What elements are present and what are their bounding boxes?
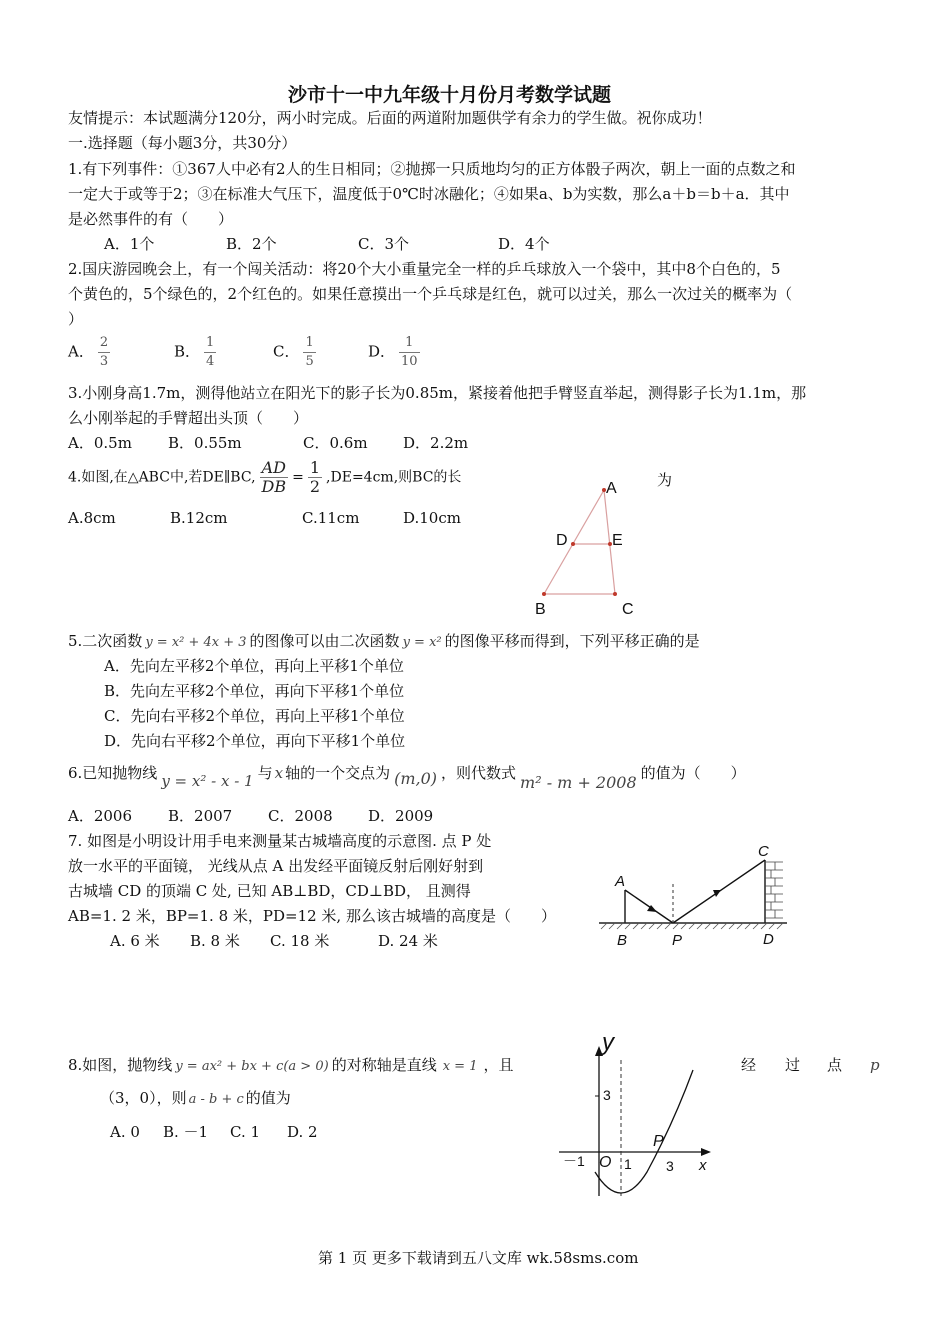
- vertex-b-dot: [542, 592, 546, 596]
- label-e: E: [612, 532, 623, 549]
- q2-option-a: A． $\frac{2}{3}$: [68, 335, 109, 369]
- q8-tail-3: 点: [827, 1056, 843, 1074]
- formula-1: y = x² + 4x + 3: [145, 635, 247, 650]
- x-axis-arrow: [701, 1148, 711, 1156]
- origin-label: O: [599, 1154, 612, 1171]
- q6-option-d: D．2009: [368, 807, 434, 825]
- q2-line3: ）: [68, 310, 84, 328]
- triangle-figure: [530, 470, 650, 622]
- q4-option-b: B.12cm: [170, 509, 228, 527]
- q7-option-b: B. 8 米: [190, 932, 240, 950]
- q6-option-b: B．2007: [168, 807, 233, 825]
- axis-label-x: x: [699, 1157, 707, 1174]
- q1-option-b: B．2个: [226, 235, 277, 253]
- x-symbol: x: [274, 764, 284, 782]
- q5-stem: 5.二次函数 y = x² + 4x + 3 的图像可以由二次函数 y = x² 的图像平移而得到，下列平移正确的是: [68, 632, 700, 650]
- q7-line1: 7. 如图是小明设计用手电来测量某古城墙高度的示意图. 点 P 处: [68, 832, 492, 850]
- q4-option-d: D.10cm: [403, 509, 461, 527]
- q1-option-d: D．4个: [498, 235, 550, 253]
- q1-option-a: A．1个: [104, 235, 155, 253]
- fraction: $\frac{1}{10}$: [401, 335, 418, 369]
- q8-option-b: B. －1: [163, 1123, 209, 1141]
- q7-option-d: D. 24 米: [378, 932, 438, 950]
- q8-tail-4: p: [870, 1056, 880, 1074]
- tick-label-1: 1: [624, 1156, 632, 1172]
- q2-line2: 个黄色的，5个绿色的，2个红色的。如果任意摸出一个乒乓球是红色，就可以过关，那么一次过关的概率为（: [68, 285, 793, 303]
- q8-tail-1: 经: [741, 1056, 757, 1074]
- incident-ray: [625, 890, 673, 923]
- q4-option-a: A.8cm: [68, 509, 116, 527]
- q3-option-c: C．0.6m: [303, 434, 368, 452]
- wall-measurement-figure: [595, 840, 795, 952]
- q5-option-d: D．先向右平移2个单位，再向下平移1个单位: [104, 732, 406, 750]
- label-d: D: [763, 931, 774, 948]
- q3-option-b: B．0.55m: [168, 434, 242, 452]
- q2-option-c: C． $\frac{1}{5}$: [273, 335, 314, 369]
- ground-hatching: [601, 923, 783, 929]
- label-b: B: [617, 932, 628, 949]
- label-c: C: [622, 601, 634, 618]
- formula-2: y = x²: [402, 635, 442, 650]
- q7-line4: AB=1. 2 米，BP=1. 8 米，PD=12 米, 那么该古城墙的高度是（ ）: [68, 907, 556, 925]
- expression: m² - m + 2008: [520, 773, 637, 792]
- label-p: P: [672, 932, 683, 949]
- fraction-ad-db: $\frac{AD}{DB}$: [261, 458, 287, 496]
- point-m0: (m,0): [394, 769, 437, 788]
- q2-option-b: B． $\frac{1}{4}$: [174, 335, 215, 369]
- q2-option-d: D． $\frac{1}{10}$: [368, 335, 418, 369]
- label-a: A: [615, 873, 626, 890]
- q4-stem: 4.如图,在△ABC中,若DE∥BC, $\frac{AD}{DB}$ = $\frac{1}{2}$ ,DE=4cm,则BC的长: [68, 458, 462, 496]
- q6-option-a: A．2006: [68, 807, 133, 825]
- page-footer: 第 1 页 更多下载请到五八文库 wk.58sms.com: [318, 1249, 639, 1267]
- formula-parabola: y = x² - x - 1: [161, 772, 254, 790]
- q8-option-a: A. 0: [110, 1123, 140, 1141]
- side-ab: [544, 490, 604, 594]
- label-a: A: [606, 480, 617, 497]
- q1-line1: 1.有下列事件：①367人中必有2人的生日相同；②抛掷一只质地均匀的正方体骰子两次，朝上一面的点数之和: [68, 160, 796, 178]
- tick-label-neg-1: －1: [563, 1153, 585, 1169]
- axis-label-y: y: [602, 1029, 614, 1056]
- q3-option-d: D．2.2m: [403, 434, 469, 452]
- label-d: D: [556, 532, 568, 549]
- q4-stem-tail: 为: [657, 471, 673, 489]
- tick-label-3-x: 3: [666, 1158, 674, 1174]
- q7-line2: 放一水平的平面镜， 光线从点 A 出发经平面镜反射后刚好射到: [68, 857, 484, 875]
- q8-option-c: C. 1: [230, 1123, 261, 1141]
- q1-line2: 一定大于或等于2；③在标准大气压下，温度低于0℃时冰融化；④如果a、b为实数，那么a＋b＝b＋a．其中: [68, 185, 790, 203]
- q3-line2: 么小刚举起的手臂超出头顶（ ）: [68, 409, 309, 427]
- q8-option-d: D. 2: [287, 1123, 318, 1141]
- q8-line2: （3，0），则 a - b + c 的值为: [100, 1089, 291, 1107]
- axis-of-symmetry: x = 1: [442, 1059, 478, 1074]
- page-title: 沙市十一中九年级十月份月考数学试题: [288, 84, 612, 106]
- q5-option-c: C．先向右平移2个单位，再向上平移1个单位: [104, 707, 405, 725]
- q7-option-a: A. 6 米: [110, 932, 160, 950]
- formula-parabola: y = ax² + bx + c(a > 0): [175, 1059, 329, 1074]
- q8-stem: 8.如图，抛物线 y = ax² + bx + c(a > 0) 的对称轴是直线 x = 1 ，且: [68, 1056, 514, 1074]
- q6-stem: 6.已知抛物线 y = x² - x - 1 与 x 轴的一个交点为 (m,0) ，则代数式 m² - m + 2008 的值为（ ）: [68, 764, 746, 792]
- q8-tail-2: 过: [785, 1056, 801, 1074]
- label-c: C: [758, 843, 769, 860]
- fraction-one-half: $\frac{1}{2}$: [309, 458, 321, 496]
- parabola-graph: [555, 1024, 735, 1204]
- q3-line1: 3.小刚身高1.7m，测得他站立在阳光下的影子长为0.85m，紧接着他把手臂竖直举起，测得影子长为1.1m，那: [68, 384, 807, 402]
- vertex-c-dot: [613, 592, 617, 596]
- fraction: $\frac{1}{5}$: [305, 335, 314, 369]
- intro-note: 友情提示：本试题满分120分，两小时完成。后面的两道附加题供学有余力的学生做。祝你成功！: [68, 109, 712, 127]
- label-b: B: [535, 601, 546, 618]
- q5-option-b: B．先向左平移2个单位，再向下平移1个单位: [104, 682, 405, 700]
- fraction: $\frac{1}{4}$: [206, 335, 215, 369]
- q4-option-c: C.11cm: [302, 509, 360, 527]
- fraction: $\frac{2}{3}$: [99, 335, 109, 369]
- q1-line3: 是必然事件的有（ ）: [68, 210, 234, 228]
- q6-option-c: C．2008: [268, 807, 333, 825]
- point-p-label: P: [653, 1133, 664, 1150]
- expression: a - b + c: [188, 1092, 244, 1107]
- point-d-dot: [571, 542, 575, 546]
- q7-option-c: C. 18 米: [270, 932, 330, 950]
- q1-option-c: C．3个: [358, 235, 410, 253]
- q7-line3: 古城墙 CD 的顶端 C 处, 已知 AB⊥BD，CD⊥BD， 且测得: [68, 882, 471, 900]
- q3-option-a: A．0.5m: [68, 434, 132, 452]
- wall-bricks: [765, 862, 783, 918]
- section-heading: 一.选择题（每小题3分，共30分）: [68, 134, 297, 152]
- arrow-head-2: [713, 890, 721, 897]
- q2-line1: 2.国庆游园晚会上，有一个闯关活动：将20个大小重量完全一样的乒乓球放入一个袋中，其中8个白色的，5: [68, 260, 781, 278]
- q5-option-a: A．先向左平移2个单位，再向上平移1个单位: [104, 657, 404, 675]
- tick-label-3-y: 3: [603, 1087, 611, 1103]
